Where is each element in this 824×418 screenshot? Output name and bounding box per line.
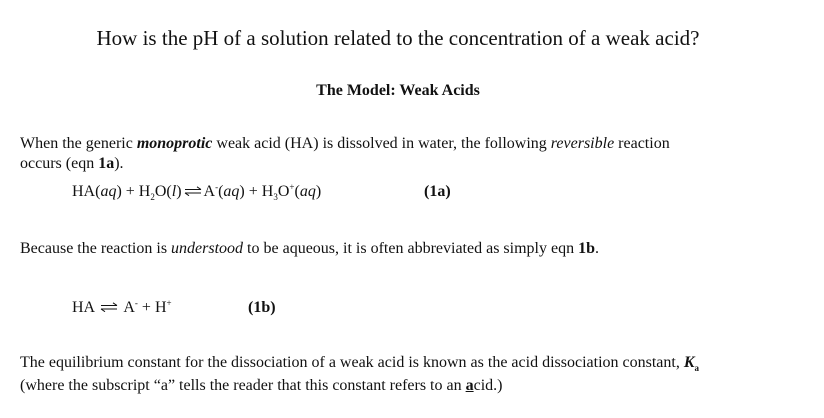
acid-emphasis-a: a bbox=[465, 377, 474, 394]
model-heading: The Model: Weak Acids bbox=[316, 82, 480, 99]
equilibrium-arrow-icon bbox=[100, 302, 118, 312]
equation-1b: HA A- + H+ bbox=[72, 298, 172, 316]
equation-1a: $HA(aq) + H_2O(l) A^-(aq) + H_3O^+(aq)$ bbox=[72, 182, 322, 202]
eqn-ref-1b: 1b bbox=[578, 240, 595, 257]
equilibrium-arrow-icon bbox=[184, 186, 202, 196]
monoprotic-term: monoprotic bbox=[136, 135, 213, 152]
eqn-ref-1a: 1a bbox=[98, 155, 115, 172]
ka-symbol: K bbox=[683, 354, 695, 371]
equation-1a-label: (1a) bbox=[424, 183, 451, 200]
understood-term: understood bbox=[171, 240, 244, 257]
ka-paragraph-line-1: The equilibrium constant for the dissociation of a weak acid is known as the acid dissociation constant, $K_a$ bbox=[20, 354, 700, 373]
equation-1b-label: (1b) bbox=[248, 299, 276, 316]
intro-paragraph-line-2: occurs (eqn 1a). bbox=[20, 155, 124, 172]
reversible-term: reversible bbox=[550, 135, 615, 152]
page-title: How is the pH of a solution related to the concentration of a weak acid? bbox=[96, 26, 700, 50]
aqueous-paragraph: Because the reaction is understood to be aqueous, it is often abbreviated as simply eqn 1b. bbox=[20, 240, 599, 257]
ka-paragraph-line-2: (where the subscript “a” tells the reader that this constant refers to an acid.) bbox=[20, 377, 503, 394]
intro-paragraph-line-1: When the generic monoprotic weak acid (HA) is dissolved in water, the following reversible reaction bbox=[20, 135, 670, 152]
